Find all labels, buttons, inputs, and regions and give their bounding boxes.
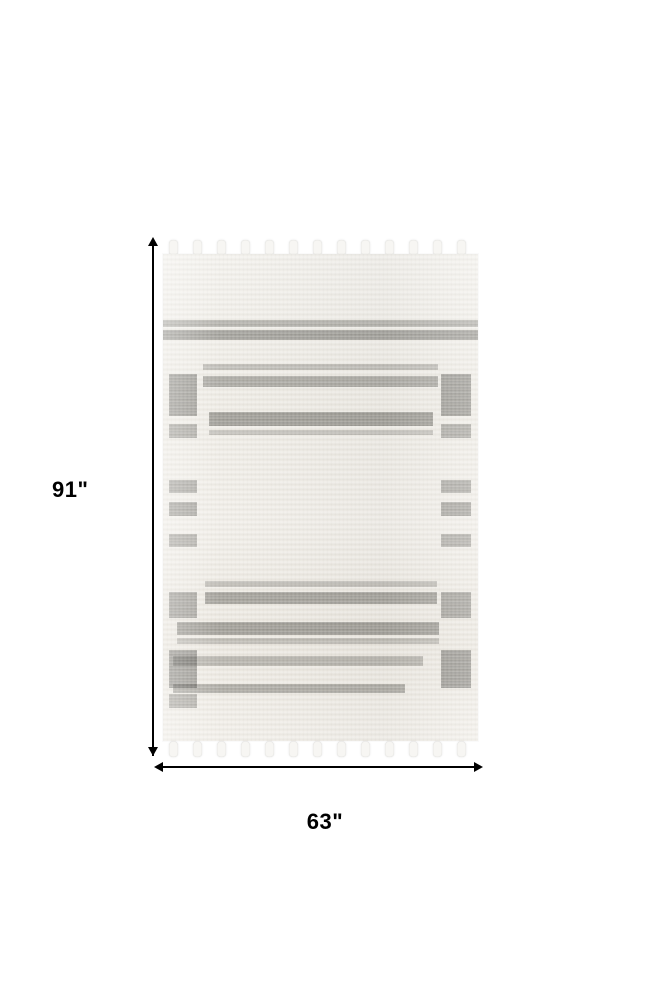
fringe-tassel: [193, 741, 202, 757]
rug-stripe-band: [177, 638, 439, 644]
width-arrow-left-icon: [154, 762, 163, 772]
fringe-tassel: [361, 741, 370, 757]
rug-side-block: [169, 502, 197, 516]
rug-stripe-band: [163, 320, 478, 327]
fringe-tassel: [313, 741, 322, 757]
rug-side-block: [169, 374, 197, 416]
fringe-tassel: [409, 741, 418, 757]
fringe-tassel: [433, 741, 442, 757]
rug-stripe-band: [173, 656, 423, 666]
rug-side-block: [169, 424, 197, 438]
rug-side-block: [169, 592, 197, 618]
rug-side-block: [169, 480, 197, 493]
rug-stripe-band: [209, 430, 433, 435]
fringe-tassel: [241, 741, 250, 757]
rug-stripe-band: [203, 376, 438, 387]
rug-stripe-band: [205, 581, 437, 587]
fringe-tassel: [217, 741, 226, 757]
rug-stripe-band: [203, 364, 438, 370]
height-dimension-line: [152, 240, 154, 756]
rug-image: [163, 240, 478, 755]
rug-side-block: [441, 502, 471, 516]
height-arrow-bottom-icon: [148, 747, 158, 756]
rug-stripe-band: [173, 684, 405, 693]
rug-side-block: [441, 534, 471, 547]
rug-side-block: [169, 534, 197, 547]
fringe-tassel: [337, 741, 346, 757]
fringe-tassel: [265, 741, 274, 757]
rug-side-block: [441, 374, 471, 416]
width-dimension-line: [163, 766, 478, 768]
rug-side-block: [441, 592, 471, 618]
rug-stripe-band: [205, 592, 437, 604]
fringe-tassel: [289, 741, 298, 757]
rug-side-block: [441, 424, 471, 438]
fringe-tassel: [385, 741, 394, 757]
rug-side-block: [169, 694, 197, 708]
fringe-tassel: [457, 741, 466, 757]
width-dimension-label: 63": [306, 809, 344, 834]
rug-side-block: [441, 480, 471, 493]
fringe-tassel: [169, 741, 178, 757]
rug-stripe-band: [163, 330, 478, 340]
rug-shading-overlay: [163, 254, 478, 741]
height-dimension-label: 91": [52, 477, 89, 502]
rug-texture-overlay: [163, 254, 478, 741]
height-arrow-top-icon: [148, 237, 158, 246]
rug-fringe-bottom: [163, 741, 478, 757]
rug-stripe-band: [177, 622, 439, 635]
rug-side-block: [441, 650, 471, 688]
rug-stripe-band: [209, 412, 433, 426]
width-arrow-right-icon: [474, 762, 483, 772]
rug-body: [163, 254, 478, 741]
rug-side-block: [169, 650, 197, 688]
